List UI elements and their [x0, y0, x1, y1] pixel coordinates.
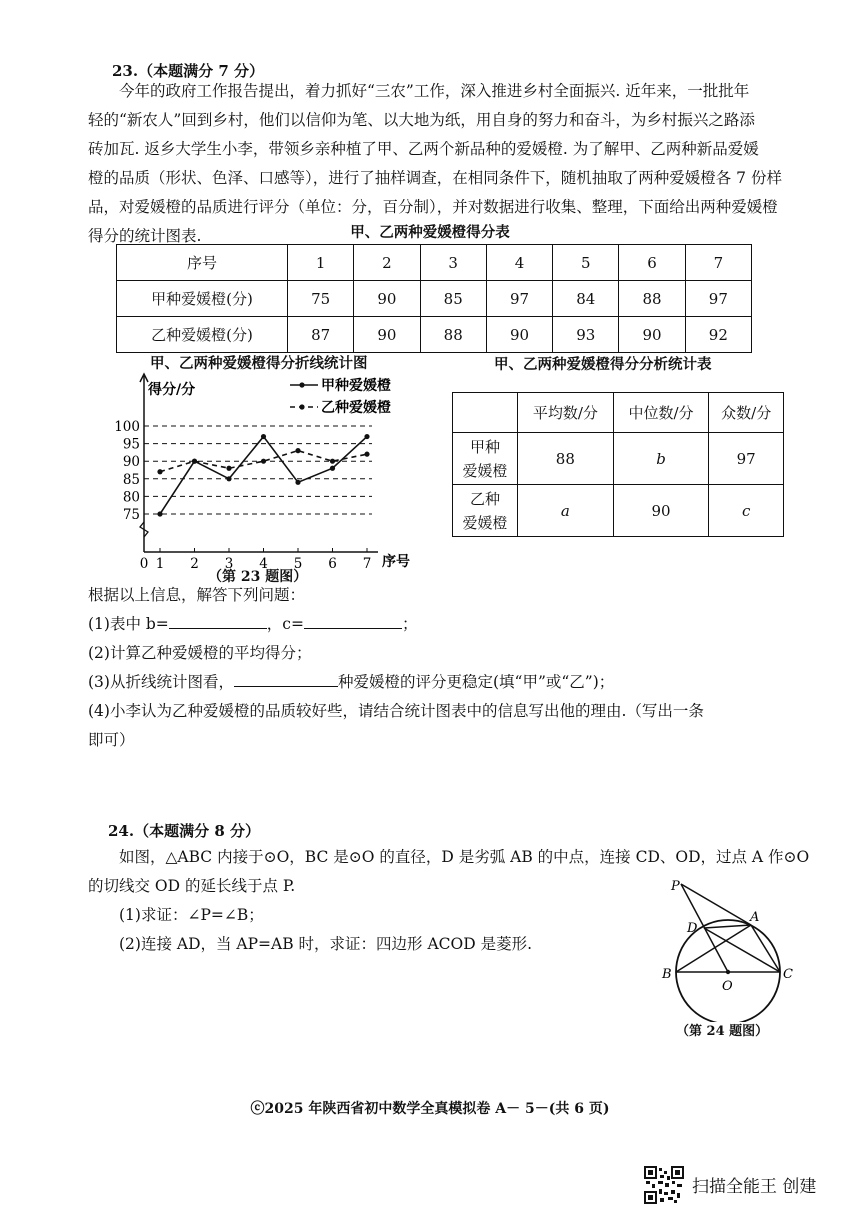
table-cell: 2 [354, 245, 420, 281]
table-cell: 6 [619, 245, 685, 281]
x-tick-label: 2 [190, 556, 199, 572]
table-cell: 85 [420, 281, 486, 317]
chart-title: 甲、乙两种爱媛橙得分折线统计图 [150, 355, 368, 372]
answer-blank-c[interactable] [304, 610, 402, 629]
y-axis-label: 得分/分 [148, 382, 196, 398]
answer-blank-b[interactable] [169, 610, 267, 629]
x-tick-label: 0 [139, 556, 149, 572]
sub3-prefix: (3)从折线统计图看， [88, 673, 234, 691]
table-cell: 众数/分 [709, 393, 784, 433]
data-point [295, 480, 300, 485]
table-cell: 90 [613, 485, 709, 537]
q24-sub-2: (2)连接 AD，当 AP=AB 时，求证：四边形 ACOD 是菱形. [119, 935, 533, 953]
table-cell: 乙种爱媛橙(分) [117, 317, 288, 353]
geometry-figure [660, 872, 800, 1022]
question-prompt: 根据以上信息，解答下列问题： [88, 586, 306, 604]
sub-question-4: (4)小李认为乙种爱媛橙的品质较好些，请结合统计图表中的信息写出他的理由.（写出一条 [88, 702, 704, 720]
sub-question-3 [88, 668, 808, 697]
row-name: 乙种 [469, 489, 500, 508]
data-point [330, 466, 335, 471]
label-d: D [687, 921, 698, 936]
intro-line: 今年的政府工作报告提出，着力抓好“三农”工作，深入推进乡村全面振兴. 近年来，一批批年 [119, 82, 750, 100]
table-row [453, 433, 784, 485]
y-tick-label: 85 [122, 471, 140, 488]
x-tick-label: 6 [328, 556, 337, 572]
table-cell: b [613, 433, 709, 485]
data-point [261, 434, 266, 439]
table-cell [453, 485, 518, 537]
intro-line: 得分的统计图表. [88, 227, 202, 245]
data-point [226, 476, 231, 481]
sub1-prefix: (1)表中 b= [88, 615, 169, 633]
table-cell: 87 [288, 317, 354, 353]
intro-line: 轻的“新农人”回到乡村，他们以信仰为笔、以大地为纸，用自身的努力和奋斗，为乡村振兴之路添 [88, 111, 755, 129]
legend-entry: 甲种爱媛橙 [321, 378, 391, 394]
table-cell [453, 433, 518, 485]
center-dot [726, 970, 730, 974]
y-tick-label: 95 [122, 436, 140, 453]
q23-questions [88, 581, 808, 755]
table-cell: 75 [288, 281, 354, 317]
table-cell: 88 [619, 281, 685, 317]
table-cell: 88 [420, 317, 486, 353]
table-cell: 7 [685, 245, 751, 281]
label-a: A [750, 910, 760, 925]
data-point [261, 459, 266, 464]
table-cell: 序号 [117, 245, 288, 281]
y-tick-label: 100 [114, 419, 140, 435]
intro-line: 品，对爱媛橙的品质进行评分（单位：分，百分制），并对数据进行收集、整理，下面给出两种爱媛橙 [88, 198, 778, 216]
figure-caption-23: （第 23 题图） [208, 569, 308, 585]
table-row [453, 485, 784, 537]
y-tick-label: 90 [122, 454, 140, 471]
figure-caption-24: （第 24 题图） [676, 1024, 769, 1039]
table-row [117, 317, 752, 353]
q23-heading: 23.（本题满分 7 分） [112, 62, 264, 80]
legend-entry: 乙种爱媛橙 [321, 400, 391, 416]
page-footer: ⓒ2025 年陕西省初中数学全真模拟卷 A－ 5－(共 6 页) [250, 1101, 610, 1117]
table-cell: a [518, 485, 614, 537]
intro-line: 橙的品质（形状、色泽、口感等），进行了抽样调查，在相同条件下，随机抽取了两种爱媛橙各 7 份样 [88, 169, 782, 187]
legend-marker [299, 404, 304, 409]
answer-blank-stable[interactable] [234, 668, 338, 687]
table-cell: 90 [354, 317, 420, 353]
label-o: O [722, 979, 733, 994]
table-cell: 93 [553, 317, 619, 353]
table-cell: 88 [518, 433, 614, 485]
row-name: 甲种 [469, 437, 500, 456]
table-cell: 90 [486, 317, 552, 353]
table-cell: 5 [553, 245, 619, 281]
table-cell: 4 [486, 245, 552, 281]
x-tick-label: 7 [362, 556, 372, 572]
watermark-text: 扫描全能王 创建 [692, 1177, 817, 1197]
data-point [157, 511, 162, 516]
label-b: B [662, 967, 672, 982]
intro-line: 砖加瓦. 返乡大学生小李，带领乡亲种植了甲、乙两个新品种的爱媛橙. 为了解甲、乙两种新品爱媛 [88, 140, 759, 158]
table-row [117, 245, 752, 281]
table-cell: 1 [288, 245, 354, 281]
y-tick-label: 80 [122, 489, 140, 506]
table-cell: 97 [709, 433, 784, 485]
stat-table-title: 甲、乙两种爱媛橙得分分析统计表 [494, 356, 712, 373]
row-name: 爱媛橙 [462, 513, 508, 532]
label-p: P [671, 879, 680, 894]
score-table-title: 甲、乙两种爱媛橙得分表 [350, 224, 510, 241]
table-cell: 90 [619, 317, 685, 353]
data-point [157, 469, 162, 474]
table-cell: 中位数/分 [613, 393, 709, 433]
x-tick-label: 3 [224, 556, 234, 572]
data-point [364, 452, 369, 457]
table-cell: 90 [354, 281, 420, 317]
qr-code-icon [644, 1166, 684, 1208]
x-tick-label: 1 [155, 556, 165, 572]
table-row [453, 393, 784, 433]
stat-table [452, 392, 784, 537]
x-tick-label: 4 [259, 556, 268, 572]
q24-heading: 24.（本题满分 8 分） [108, 822, 260, 840]
q24-line: 的切线交 OD 的延长线于点 P. [88, 877, 296, 895]
data-point [192, 459, 197, 464]
sub-question-4-cont: 即可） [88, 731, 135, 749]
segment-da [704, 925, 751, 928]
series-line [160, 437, 367, 514]
q24-line: 如图，△ABC 内接于⊙O，BC 是⊙O 的直径，D 是劣弧 AB 的中点，连接 CD、OD，过点 A 作⊙O [119, 848, 810, 866]
sub-question-2: (2)计算乙种爱媛橙的平均得分； [88, 644, 312, 662]
segment-ac [751, 925, 780, 972]
sub3-suffix: 种爱媛橙的评分更稳定(填“甲”或“乙”)； [337, 673, 615, 691]
table-cell: 平均数/分 [518, 393, 614, 433]
row-name: 爱媛橙 [462, 461, 508, 480]
sub1-end: ； [401, 615, 418, 633]
y-tick-label: 75 [122, 507, 140, 523]
label-c: C [783, 967, 793, 982]
table-row [117, 281, 752, 317]
table-cell: 甲种爱媛橙(分) [117, 281, 288, 317]
score-table [116, 244, 752, 353]
legend-marker [299, 382, 304, 387]
line-chart [110, 372, 430, 582]
q24-sub-1: (1)求证：∠P=∠B； [119, 906, 264, 924]
table-cell: 97 [486, 281, 552, 317]
table-cell: 92 [685, 317, 751, 353]
x-axis-label: 序号 [382, 554, 410, 570]
data-point [330, 459, 335, 464]
table-cell [453, 393, 518, 433]
data-point [295, 448, 300, 453]
sub-question-1 [88, 610, 808, 639]
table-cell: 3 [420, 245, 486, 281]
table-cell: 84 [553, 281, 619, 317]
x-tick-label: 5 [293, 556, 303, 572]
data-point [226, 466, 231, 471]
table-cell: c [709, 485, 784, 537]
table-cell: 97 [685, 281, 751, 317]
sub1-mid: ，c= [266, 615, 304, 633]
data-point [364, 434, 369, 439]
